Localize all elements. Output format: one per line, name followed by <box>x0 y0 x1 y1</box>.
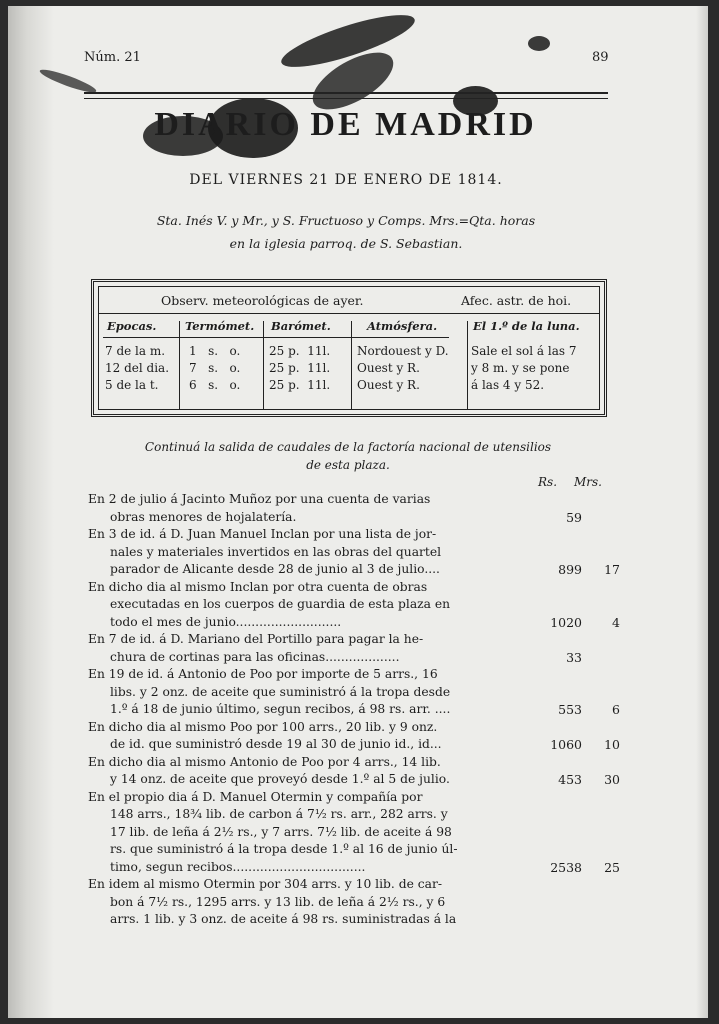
entry-line: parador de Alicante desde 28 de junio al 3 de julio.... <box>110 562 440 576</box>
amount-maravedis: 30 <box>604 772 620 787</box>
entry-line: 148 arrs., 18¾ lib. de carbon á 7½ rs. arr., 282 arrs. y <box>110 807 448 821</box>
entry-line: y 14 onz. de aceite que proveyó desde 1.º al 5 de julio. <box>110 772 450 786</box>
col-header: Barómet. <box>271 319 331 333</box>
pressure: 25 p. 11l. <box>269 378 331 392</box>
amount-reales: 899 <box>558 562 582 577</box>
temp: 7 s. o. <box>189 361 241 375</box>
epocas-cell <box>105 343 169 394</box>
section-title-line: de esta plaza. <box>306 458 390 472</box>
sun-moon: y 8 m. y se pone <box>471 361 570 375</box>
entry-line: timo, segun recibos.................................. <box>110 859 366 874</box>
entry-line: En idem al mismo Otermin por 304 arrs. y 10 lib. de car- <box>88 877 443 891</box>
issue-number: Núm. 21 <box>84 50 141 65</box>
section-title <box>98 438 598 474</box>
entry-line: 17 lib. de leña á 2½ rs., y 7 arrs. 7½ lib. de aceite á 98 <box>110 824 452 839</box>
sun-moon: á las 4 y 52. <box>471 378 545 392</box>
entry-line: En dicho dia al mismo Antonio de Poo por 4 arrs., 14 lib. <box>88 754 441 769</box>
saints-line: en la iglesia parroq. de S. Sebastian. <box>229 236 463 251</box>
entry-line: 1.º á 18 de junio último, segun recibos, á 98 rs. arr. .... <box>110 702 451 716</box>
newspaper-page <box>8 6 708 1018</box>
amount-maravedis: 4 <box>612 614 620 630</box>
col-header: Atmósfera. <box>367 319 438 333</box>
ledger-entry <box>88 491 700 526</box>
entry-line: todo el mes de junio........................... <box>110 614 342 629</box>
entry-line: rs. que suministró á la tropa desde 1.º al 16 de junio úl- <box>110 842 458 856</box>
entry-line: nales y materiales invertidos en las obras del quartel <box>110 544 442 559</box>
entry-line: En 7 de id. á D. Mariano del Portillo para pagar la he- <box>88 632 424 646</box>
ledger-entry <box>88 876 700 929</box>
entry-line: En 2 de julio á Jacinto Muñoz por una cuenta de varias <box>88 492 431 506</box>
entry-line: En el propio dia á D. Manuel Otermin y compañía por <box>88 789 423 804</box>
ledger-entry <box>88 754 700 789</box>
amount-maravedis: 10 <box>604 737 620 752</box>
ledger-entries <box>88 491 700 929</box>
col-divider <box>179 321 180 409</box>
ink-stain <box>528 36 550 51</box>
sun-moon: Sale el sol á las 7 <box>471 344 577 358</box>
weather-table-frame <box>98 286 600 410</box>
amount-maravedis: 25 <box>604 859 620 875</box>
top-rule-thin <box>84 98 608 99</box>
atmosphere: Ouest y R. <box>357 378 420 392</box>
top-rule <box>84 92 608 94</box>
entry-line: En 3 de id. á D. Juan Manuel Inclan por una lista de jor- <box>88 527 437 541</box>
dateline: DEL VIERNES 21 DE ENERO DE 1814. <box>189 172 503 188</box>
amount-maravedis: 6 <box>612 702 620 717</box>
amount-reales: 1060 <box>550 737 582 752</box>
saints-of-the-day <box>84 209 608 255</box>
amount-maravedis: 17 <box>604 562 620 577</box>
ledger-entry <box>88 526 700 579</box>
weather-table <box>91 279 607 417</box>
amount-reales: 553 <box>558 702 582 717</box>
amount-reales: 33 <box>566 649 582 665</box>
entry-line: chura de cortinas para las oficinas................... <box>110 649 400 664</box>
entry-line: bon á 7½ rs., 1295 arrs. y 13 lib. de leña á 2½ rs., y 6 <box>110 894 446 909</box>
atmosphere: Nordouest y D. <box>357 344 449 358</box>
ledger-entry <box>88 579 700 632</box>
epoca: 5 de la t. <box>105 378 159 392</box>
col-divider <box>467 321 468 409</box>
entry-line: En dicho dia al mismo Inclan por otra cuenta de obras <box>88 579 428 594</box>
atmosphere: Ouest y R. <box>357 361 420 375</box>
col-header: Termómet. <box>185 319 255 333</box>
amount-reales: 453 <box>558 772 582 787</box>
ledger-entry <box>88 789 700 877</box>
header-rule <box>99 313 599 314</box>
col-rs-header: Rs. <box>538 475 558 489</box>
col-mrs-header: Mrs. <box>574 475 602 489</box>
entry-line: de id. que suministró desde 19 al 30 de junio id., id... <box>110 737 442 751</box>
temp: 6 s. o. <box>189 378 241 392</box>
col-header: El 1.º de la luna. <box>473 319 580 333</box>
amount-reales: 1020 <box>550 614 582 630</box>
barometro-cell <box>269 343 330 394</box>
atmosfera-cell <box>357 343 449 394</box>
termometro-cell <box>189 343 240 394</box>
subheader-rule <box>103 337 449 338</box>
entry-line: En dicho dia al mismo Poo por 100 arrs., 20 lib. y 9 onz. <box>88 719 438 734</box>
col-divider <box>263 321 264 409</box>
ledger-entry <box>88 719 700 754</box>
section-title-line: Continuá la salida de caudales de la factoría nacional de utensilios <box>144 440 552 454</box>
entry-line: obras menores de hojalatería. <box>110 509 297 524</box>
amount-reales: 59 <box>566 509 582 525</box>
luna-cell <box>471 343 577 394</box>
weather-title: Observ. meteorológicas de ayer. <box>161 293 364 308</box>
col-header: Epocas. <box>107 319 157 333</box>
entry-line: En 19 de id. á Antonio de Poo por importe de 5 arrs., 16 <box>88 667 438 681</box>
entry-line: libs. y 2 onz. de aceite que suministró á la tropa desde <box>110 684 451 699</box>
amount-reales: 2538 <box>550 859 582 875</box>
astro-title: Afec. astr. de hoi. <box>461 293 572 308</box>
ledger-entry <box>88 666 700 719</box>
temp: 1 s. o. <box>189 344 241 358</box>
epoca: 7 de la m. <box>105 344 166 358</box>
epoca: 12 del dia. <box>105 361 170 375</box>
pressure: 25 p. 11l. <box>269 344 331 358</box>
col-divider <box>351 321 352 409</box>
ledger-entry <box>88 631 700 666</box>
saints-line: Sta. Inés V. y Mr., y S. Fructuoso y Comps. Mrs.=Qta. horas <box>156 213 536 228</box>
entry-line: arrs. 1 lib. y 3 onz. de aceite á 98 rs. suministradas á la <box>110 912 457 926</box>
pressure: 25 p. 11l. <box>269 361 331 375</box>
entry-line: executadas en los cuerpos de guardia de esta plaza en <box>110 597 451 611</box>
page-number: 89 <box>592 50 609 65</box>
masthead: DIARIO DE MADRID <box>154 106 537 143</box>
